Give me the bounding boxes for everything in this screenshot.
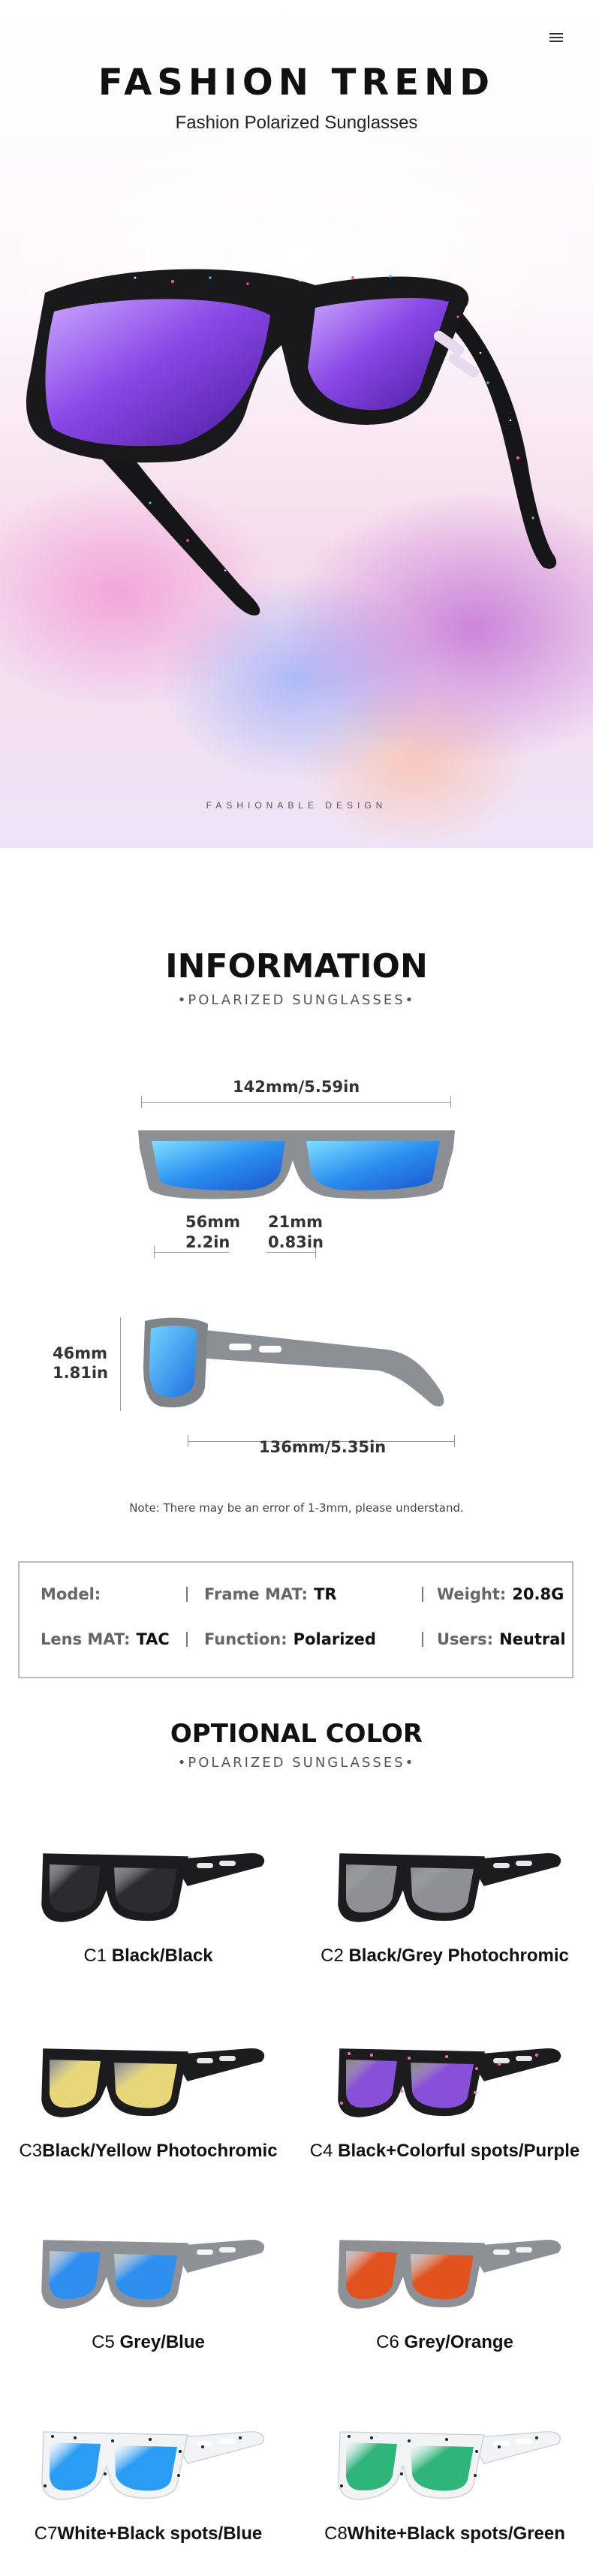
color-option-image	[296, 2210, 593, 2323]
color-option-c2[interactable]	[296, 1824, 593, 1982]
bridge-in: 0.83in	[268, 1233, 324, 1251]
color-option-name: Grey/Blue	[114, 2332, 205, 2352]
measurement-note: Note: There may be an error of 1-3mm, please understand.	[129, 1501, 464, 1515]
color-option-name: Black/Yellow Photochromic	[42, 2141, 278, 2161]
hero-subtitle: Fashion Polarized Sunglasses	[175, 113, 418, 133]
color-option-name: Black+Colorful spots/Purple	[333, 2141, 580, 2161]
color-option-label	[0, 2141, 296, 2162]
color-option-name: Black/Grey Photochromic	[343, 1946, 569, 1966]
color-option-image	[0, 2019, 296, 2132]
color-option-c3[interactable]	[0, 2019, 296, 2177]
color-option-image	[296, 1824, 593, 1937]
color-option-c4[interactable]	[296, 2019, 593, 2177]
color-option-label	[0, 1946, 296, 1967]
color-option-c1[interactable]	[0, 1824, 296, 1982]
total-width-line	[141, 1102, 450, 1103]
total-width-label: 142mm/5.59in	[233, 1078, 360, 1096]
color-option-c6[interactable]	[296, 2210, 593, 2368]
color-option-name: White+Black spots/Green	[347, 2523, 565, 2544]
spec-users: Users: Neutral	[437, 1630, 566, 1648]
hero-sunglasses-image	[0, 248, 593, 698]
lens-height-mm: 46mm	[53, 1344, 107, 1362]
information-title: INFORMATION	[165, 947, 428, 986]
color-option-code: C6	[376, 2332, 399, 2352]
color-option-image	[296, 2019, 593, 2132]
spec-frame-material: Frame MAT: TR	[204, 1585, 337, 1603]
color-option-code: C8	[324, 2523, 348, 2544]
menu-icon[interactable]	[549, 33, 563, 44]
color-option-c7[interactable]	[0, 2402, 296, 2559]
color-option-label	[296, 1946, 593, 1967]
hero-title: FASHION TREND	[98, 62, 495, 104]
lens-width-in: 2.2in	[185, 1233, 230, 1251]
information-subtitle: •POLARIZED SUNGLASSES•	[177, 992, 416, 1008]
lens-width-mm: 56mm	[185, 1213, 240, 1231]
color-option-code: C1	[83, 1946, 107, 1966]
side-view-sunglasses	[139, 1314, 454, 1415]
lens-height-in: 1.81in	[53, 1364, 108, 1382]
color-option-image	[0, 2402, 296, 2514]
temple-length-label: 136mm/5.35in	[259, 1438, 387, 1456]
spec-row-1	[20, 1579, 572, 1609]
bridge-mm: 21mm	[268, 1213, 323, 1231]
color-option-label	[296, 2332, 593, 2353]
color-option-code: C3	[19, 2141, 43, 2161]
front-view-sunglasses	[135, 1126, 458, 1201]
color-option-c8[interactable]	[296, 2402, 593, 2559]
color-option-code: C7	[34, 2523, 58, 2544]
optional-color-title: OPTIONAL COLOR	[170, 1719, 423, 1749]
color-option-label	[296, 2523, 593, 2544]
color-option-code: C2	[321, 1946, 344, 1966]
color-option-code: C4	[309, 2141, 333, 2161]
color-option-c5[interactable]	[0, 2210, 296, 2368]
hero-banner	[0, 0, 593, 848]
optional-color-subtitle: •POLARIZED SUNGLASSES•	[177, 1755, 416, 1771]
spec-function: Function: Polarized	[204, 1630, 376, 1648]
color-option-name: Grey/Orange	[399, 2332, 513, 2352]
spec-model: Model:	[41, 1585, 101, 1603]
color-option-name: Black/Black	[107, 1946, 213, 1966]
spec-lens-material: Lens MAT: TAC	[41, 1630, 170, 1648]
hero-tagline: FASHIONABLE DESIGN	[206, 800, 387, 811]
color-option-code: C5	[92, 2332, 115, 2352]
color-option-image	[0, 2210, 296, 2323]
color-option-label	[0, 2523, 296, 2544]
spec-table	[18, 1561, 573, 1678]
color-option-label	[296, 2141, 593, 2162]
color-option-name: White+Black spots/Blue	[57, 2523, 263, 2544]
color-option-image	[296, 2402, 593, 2514]
color-option-image	[0, 1824, 296, 1937]
spec-row-2	[20, 1624, 572, 1654]
spec-weight: Weight: 20.8G	[437, 1585, 564, 1603]
color-option-label	[0, 2332, 296, 2353]
